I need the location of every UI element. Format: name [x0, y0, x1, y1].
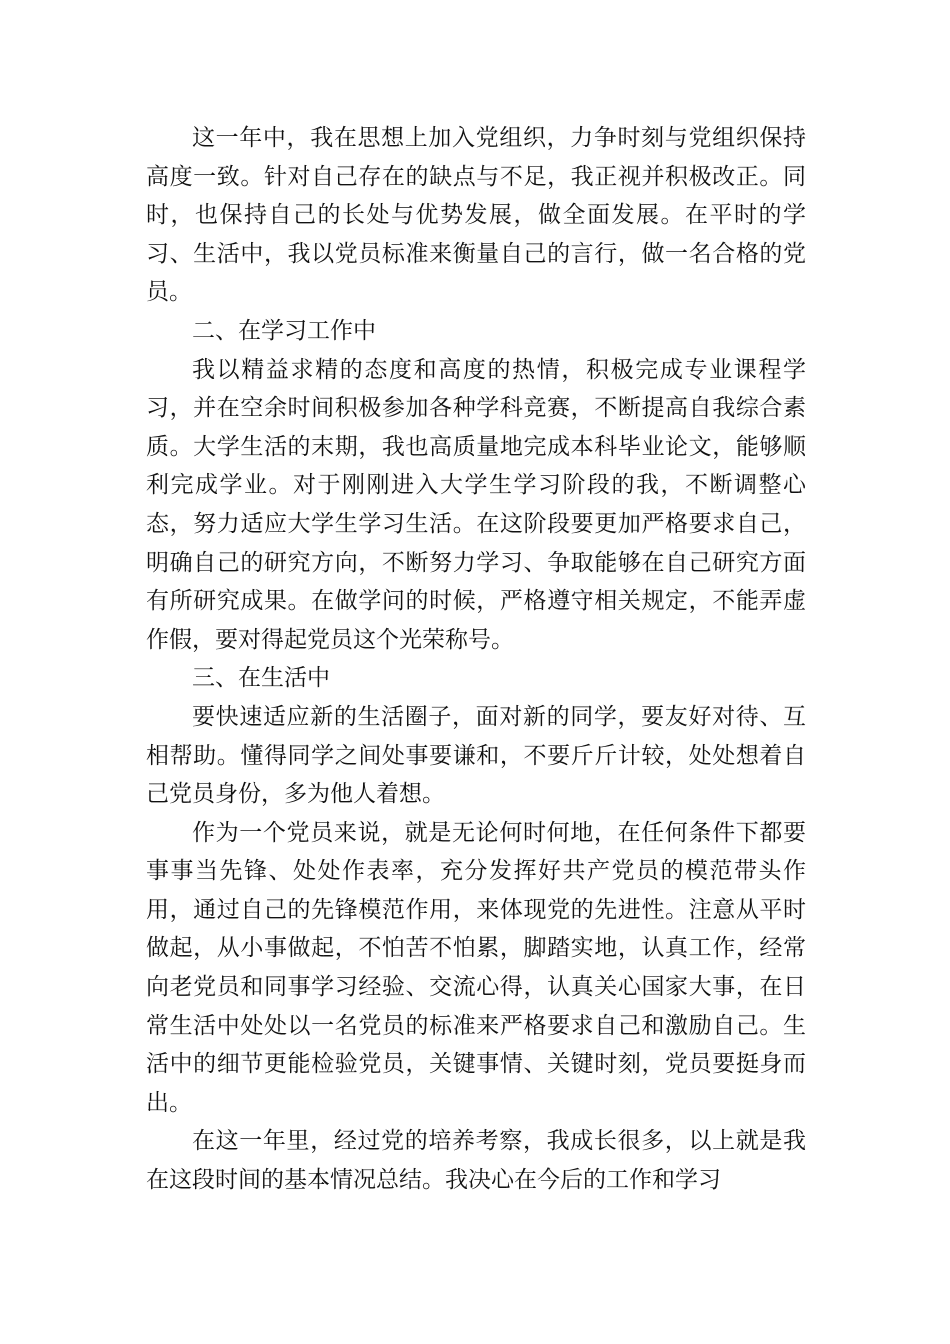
section-heading-study-work: 二、在学习工作中	[192, 317, 376, 344]
paragraph-summary: 在这一年里，经过党的培养考察，我成长很多，以上就是我在这段时间的基本情况总结。我决心在今后的工作和学习	[146, 1128, 806, 1194]
paragraph-life: 要快速适应新的生活圈子，面对新的同学，要友好对待、互相帮助。懂得同学之间处事要谦和，不要斤斤计较，处处想着自己党员身份，多为他人着想。	[146, 703, 806, 808]
section-heading-life: 三、在生活中	[192, 665, 330, 692]
paragraph-party-member-role: 作为一个党员来说，就是无论何时何地，在任何条件下都要事事当先锋、处处作表率，充分发挥好共产党员的模范带头作用，通过自己的先锋模范作用，来体现党的先进性。注意从平时做起，从小事做起，不怕苦不怕累，脚踏实地，认真工作，经常向老党员和同事学习经验、交流心得，认真关心国家大事，在日常生活中处处以一名党员的标准来严格要求自己和激励自己。生活中的细节更能检验党员，关键事情、关键时刻，党员要挺身而出。	[146, 819, 806, 1116]
paragraph-ideology: 这一年中，我在思想上加入党组织，力争时刻与党组织保持高度一致。针对自己存在的缺点与不足，我正视并积极改正。同时，也保持自己的长处与优势发展，做全面发展。在平时的学习、生活中，我以党员标准来衡量自己的言行，做一名合格的党员。	[146, 125, 806, 306]
document-body	[146, 119, 806, 1200]
paragraph-study-work: 我以精益求精的态度和高度的热情，积极完成专业课程学习，并在空余时间积极参加各种学科竞赛，不断提高自我综合素质。大学生活的末期，我也高质量地完成本科毕业论文，能够顺利完成学业。对于刚刚进入大学生学习阶段的我，不断调整心态，努力适应大学生学习生活。在这阶段要更加严格要求自己，明确自己的研究方向，不断努力学习、争取能够在自己研究方面有所研究成果。在做学问的时候，严格遵守相关规定，不能弄虚作假，要对得起党员这个光荣称号。	[146, 356, 806, 653]
